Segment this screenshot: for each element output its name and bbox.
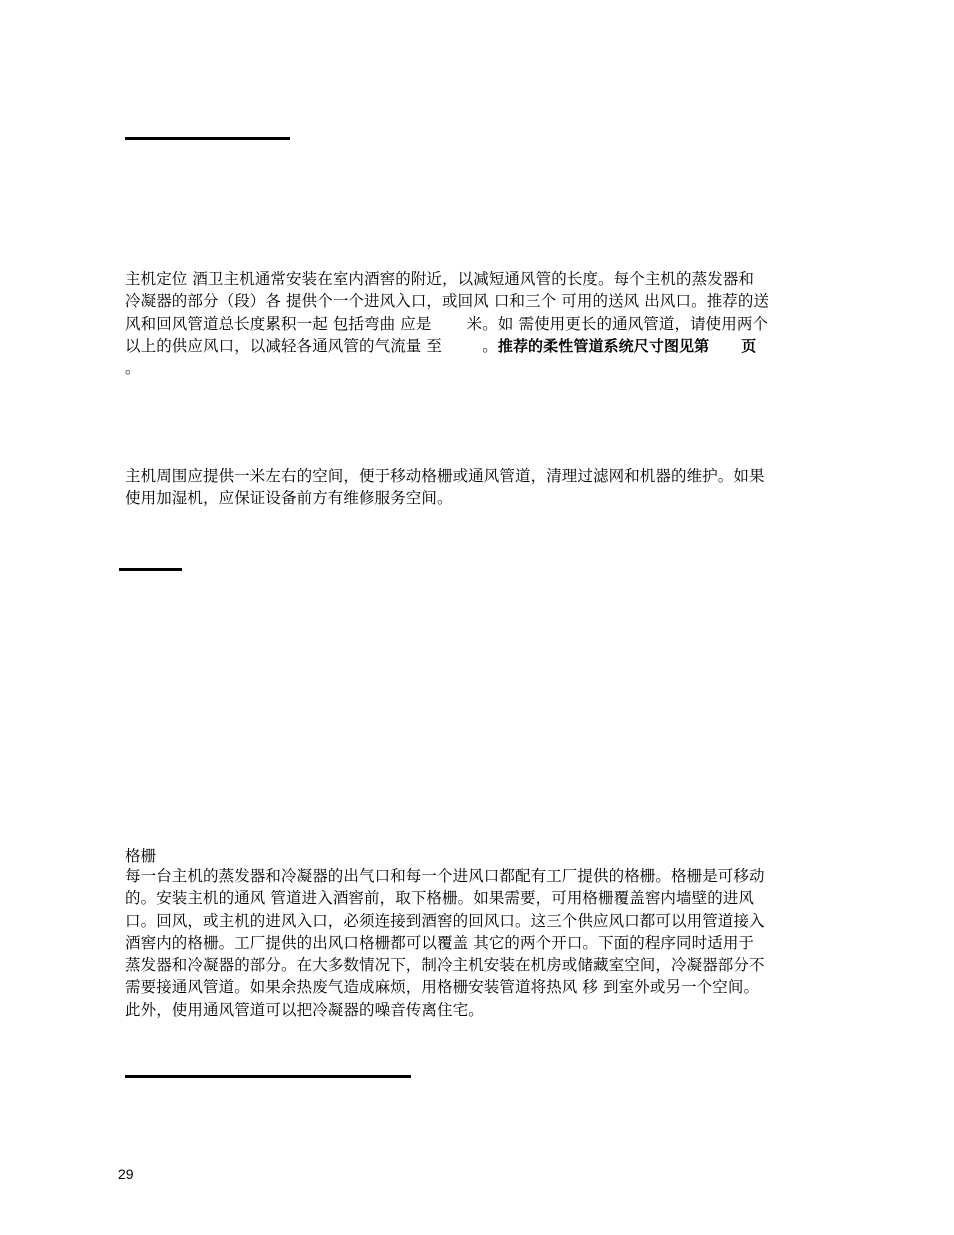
section-rule-1 — [125, 137, 290, 140]
paragraph-line: 冷凝器的部分（段）各 提供个一个进风入口，或回风 口和三个 可用的送风 出风口。推荐的送 — [125, 292, 770, 311]
paragraph-line: 以上的供应风口，以减轻各通风管的气流量 至 。 — [125, 336, 498, 355]
unit-placement-paragraph — [125, 268, 830, 379]
paragraph-line: 风和回风管道总长度累积一起 包括弯曲 应是 米。如 需使用更长的通风管道，请使用两个 — [125, 314, 769, 333]
section-rule-2 — [119, 568, 182, 571]
paragraph-line-with-bold — [125, 335, 830, 357]
grille-paragraph — [125, 865, 830, 1021]
paragraph-line: 需要接通风管道。如果余热废气造成麻烦，用格栅安装管道将热风 移 到室外或另一个空间。 — [125, 978, 760, 997]
paragraph-line: 此外，使用通风管道可以把冷凝器的噪音传离住宅。 — [125, 1000, 484, 1019]
paragraph-line: 主机定位 酒卫主机通常安装在室内酒窖的附近，以减短通风管的长度。每个主机的蒸发器和 — [125, 270, 755, 288]
paragraph-line: 蒸发器和冷凝器的部分。在大多数情况下，制冷主机安装在机房或储藏室空间，冷凝器部分不 — [125, 956, 765, 975]
paragraph-line: 每一台主机的蒸发器和冷凝器的出气口和每一个进风口都配有工厂提供的格栅。格栅是可移动 — [125, 867, 765, 885]
paragraph-line: 的。安装主机的通风 管道进入酒窖前，取下格栅。如果需要，可用格栅覆盖窖内墙壁的进风 — [125, 889, 755, 908]
paragraph-line: 酒窖内的格栅。工厂提供的出风口格栅都可以覆盖 其它的两个开口。下面的程序同时适用于 — [125, 933, 755, 952]
duct-size-reference: 推荐的柔性管道系统尺寸图见第 页 — [497, 336, 757, 355]
paragraph-line: 口。回风，或主机的进风入口，必须连接到酒窖的回风口。这三个供应风口都可以用管道接入 — [125, 911, 765, 930]
paragraph-line: 主机周围应提供一米左右的空间，便于移动格栅或通风管道，清理过滤网和机器的维护。如果 — [125, 467, 765, 485]
paragraph-line: 。 — [125, 359, 141, 378]
page-number: 29 — [118, 1166, 134, 1182]
clearance-paragraph — [125, 465, 830, 510]
grille-heading: 格栅 — [125, 847, 157, 865]
section-rule-3 — [125, 1075, 411, 1078]
paragraph-line: 使用加湿机，应保证设备前方有维修服务空间。 — [125, 489, 453, 508]
